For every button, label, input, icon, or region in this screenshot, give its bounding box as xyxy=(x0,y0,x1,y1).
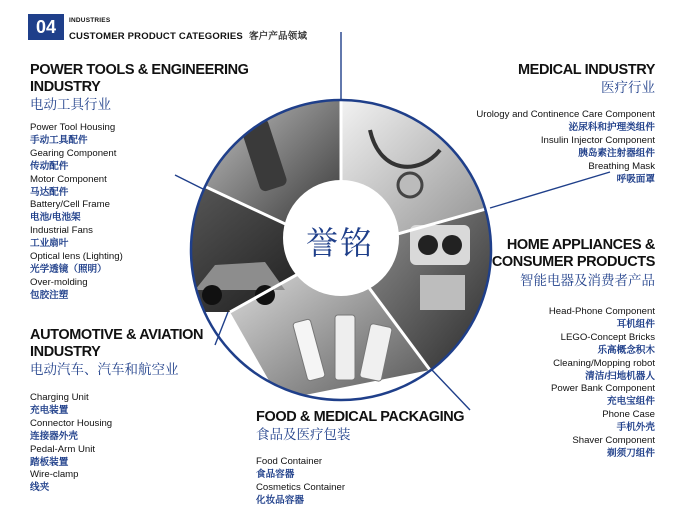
list-item: Industrial Fans xyxy=(30,225,93,237)
list-item-zh: 马达配件 xyxy=(30,186,69,198)
list-item: Cleaning/Mopping robot xyxy=(553,357,655,369)
list-item-zh: 泌尿科和护理类组件 xyxy=(568,121,655,133)
power-tools-title-line1: POWER TOOLS & ENGINEERING xyxy=(30,62,249,78)
packaging-title-zh: 食品及医疗包装 xyxy=(256,427,351,442)
list-item: LEGO-Concept Bricks xyxy=(560,331,655,343)
automotive-title-line2: INDUSTRY xyxy=(30,344,101,360)
list-item-zh: 化妆品容器 xyxy=(256,494,304,506)
divider-left-upper xyxy=(175,175,205,190)
list-item-zh: 踏板装置 xyxy=(30,456,69,468)
section-number-badge: 04 xyxy=(28,14,64,40)
home-title xyxy=(492,237,655,271)
list-item: Urology and Continence Care Component xyxy=(476,109,655,120)
medical-item-list xyxy=(476,109,655,186)
list-item: Breathing Mask xyxy=(588,160,655,172)
list-item: Gearing Component xyxy=(30,147,117,159)
list-item: Phone Case xyxy=(602,409,655,421)
list-item-zh: 剃须刀组件 xyxy=(607,447,655,459)
list-item: Power Tool Housing xyxy=(30,122,116,133)
list-item-zh: 清洁/扫地机器人 xyxy=(585,370,655,382)
list-item: Insulin Injector Component xyxy=(540,134,655,146)
header-label-zh: 客户产品领域 xyxy=(248,31,308,42)
power-tools-title xyxy=(30,62,249,96)
list-item: Power Bank Component xyxy=(551,383,655,395)
list-item: Head-Phone Component xyxy=(548,306,655,317)
list-item-zh: 电池/电池架 xyxy=(30,212,81,224)
list-item-zh: 连接器外壳 xyxy=(30,430,78,442)
list-item-zh: 胰岛素注射器组件 xyxy=(578,147,655,159)
list-item: Motor Component xyxy=(30,173,107,185)
divider-bottom-right xyxy=(432,370,470,410)
header-label-en: CUSTOMER PRODUCT CATEGORIES xyxy=(69,31,243,42)
medical-title-zh: 医疗行业 xyxy=(601,80,655,95)
packaging-title: FOOD & MEDICAL PACKAGING xyxy=(256,409,465,425)
list-item-zh: 充电装置 xyxy=(30,404,69,416)
list-item-zh: 手动工具配件 xyxy=(30,134,88,146)
header-label-small: INDUSTRIES xyxy=(69,17,111,24)
list-item: Wire-clamp xyxy=(30,469,79,481)
list-item: Cosmetics Container xyxy=(256,481,346,493)
automotive-title-zh: 电动汽车、汽车和航空业 xyxy=(30,362,179,377)
home-title-line2: CONSUMER PRODUCTS xyxy=(491,254,655,270)
automotive-item-list xyxy=(30,392,112,495)
list-item-zh: 充电宝组件 xyxy=(607,396,655,408)
power-tools-title-zh: 电动工具行业 xyxy=(30,97,111,112)
list-item-zh: 手机外壳 xyxy=(616,422,655,434)
list-item-zh: 光学透镜（照明） xyxy=(30,263,107,275)
power-tools-title-line2: INDUSTRY xyxy=(30,79,101,95)
list-item-zh: 食品容器 xyxy=(256,468,295,480)
list-item: Food Container xyxy=(256,456,323,467)
list-item: Pedal-Arm Unit xyxy=(30,443,96,455)
list-item-zh: 乐高概念积木 xyxy=(597,344,655,356)
list-item-zh: 耳机组件 xyxy=(616,318,655,330)
center-brand-mark: 誉铭 xyxy=(305,224,374,262)
list-item: Shaver Component xyxy=(572,435,655,447)
automotive-title xyxy=(30,327,203,361)
list-item: Optical lens (Lighting) xyxy=(30,251,123,263)
medical-title: MEDICAL INDUSTRY xyxy=(518,62,655,78)
list-item: Connector Housing xyxy=(30,417,113,429)
list-item-zh: 传动配件 xyxy=(30,160,69,172)
list-item: Over-molding xyxy=(30,276,88,288)
home-title-zh: 智能电器及消费者产品 xyxy=(520,273,655,288)
list-item: Charging Unit xyxy=(30,392,89,403)
packaging-item-list xyxy=(256,456,345,508)
power-tools-item-list xyxy=(30,122,123,303)
list-item-zh: 包胶注塑 xyxy=(30,289,69,301)
home-title-line1: HOME APPLIANCES & xyxy=(506,237,655,253)
list-item-zh: 线夹 xyxy=(30,482,50,494)
list-item: Battery/Cell Frame xyxy=(30,199,110,211)
list-item-zh: 工业扇叶 xyxy=(30,238,69,250)
automotive-title-line1: AUTOMOTIVE & AVIATION xyxy=(30,327,204,343)
list-item-zh: 呼吸面罩 xyxy=(616,173,655,185)
home-item-list xyxy=(549,306,655,461)
